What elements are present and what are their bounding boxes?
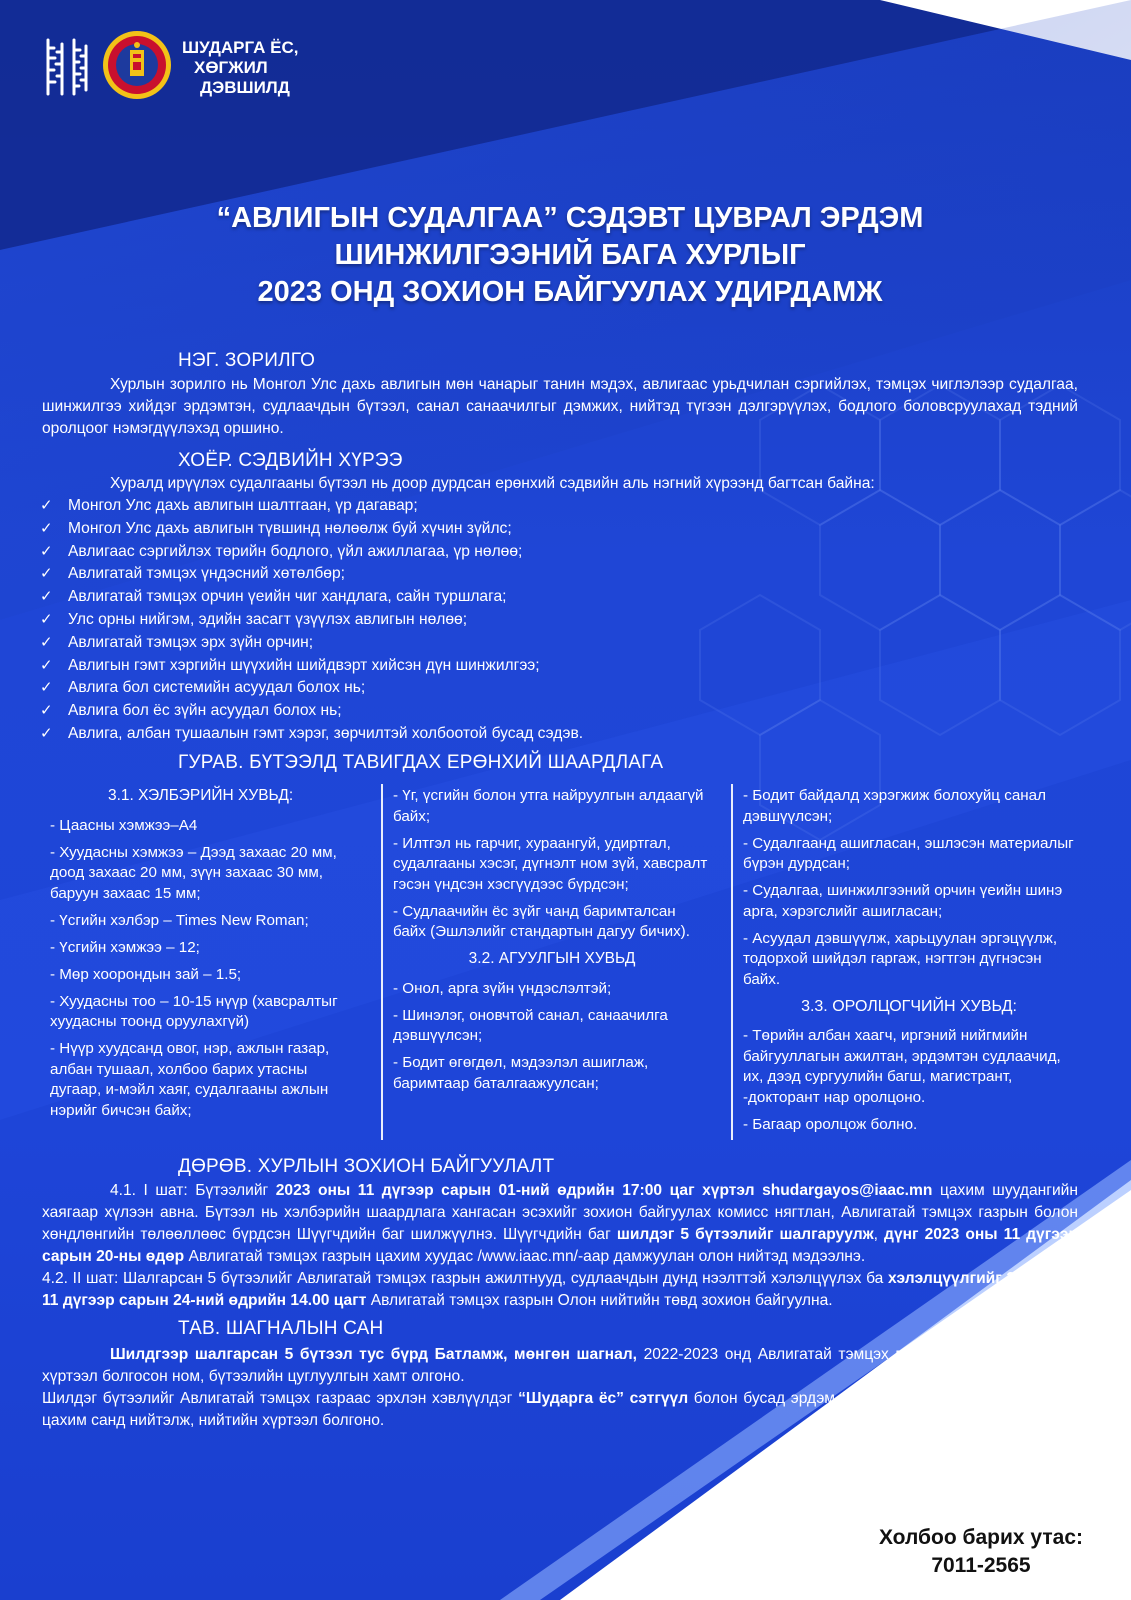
check-icon: ✓ <box>40 702 53 720</box>
list-item: - Үсгийн хэлбэр – Times New Roman; <box>50 911 309 929</box>
list-item: - Бодит байдалд хэрэгжиж болохуйц санал дэвшүүлсэн; <box>743 787 1046 825</box>
check-icon: ✓ <box>40 497 53 514</box>
column-title: 3.1. ХЭЛБЭРИЙН ХУВЬД: <box>108 787 294 804</box>
list-item: ✓ Монгол Улс дахь авлигын шалтгаан, үр дагавар; <box>40 495 1080 518</box>
section-4-step-2: 4.2. II шат: Шалгарсан 5 бүтээлийг Авлигатай тэмцэх газрын ажилтнууд, судлаачдын дунд нээлттэй хэлэлцүүлэх ба хэлэлцүүлгийг 2023 оны 11 дүгээр сарын 24-ний өдрийн 14.00 цагт Авлигатай тэмцэх газрын Олон нийтийн төвд зохион байгуулна. <box>42 1270 1079 1309</box>
list-item: ✓ Авлигын гэмт хэргийн шүүхийн шийдвэрт хийсэн дүн шинжилгээ; <box>40 655 1080 678</box>
requirements-column-content <box>393 786 711 1101</box>
list-item: - Үсгийн хэмжээ – 12; <box>50 938 200 956</box>
mongol-script-icon <box>42 36 92 98</box>
column-divider <box>381 784 383 1140</box>
list-item: - Үг, үсгийн болон утга найруулгын алдаагүй байх; <box>393 787 704 825</box>
check-icon: ✓ <box>40 519 53 537</box>
section-5-heading: ТАВ. ШАГНАЛЫН САН <box>178 1318 384 1339</box>
slogan-line: ХӨГЖИЛ <box>194 58 268 77</box>
check-icon: ✓ <box>40 565 53 583</box>
contact-label: Холбоо барих утас: <box>878 1526 1083 1549</box>
check-icon: ✓ <box>40 724 53 742</box>
section-4-heading: ДӨРӨВ. ХУРЛЫН ЗОХИОН БАЙГУУЛАЛТ <box>178 1156 555 1177</box>
contact-block <box>879 1524 1083 1580</box>
list-item: - Судлаачийн ёс зүйг чанд баримталсан байх (Эшлэлийг стандартын дагуу бичих). <box>393 902 690 940</box>
list-item: - Хуудасны хэмжээ – Дээд захаас 20 мм, доод захаас 20 мм, зүүн захаас 30 мм, баруун захаас 15 мм; <box>50 843 337 902</box>
section-1-heading: НЭГ. ЗОРИЛГО <box>178 350 316 371</box>
list-item: - Цаасны хэмжээ–А4 <box>50 816 198 834</box>
contact-phone: 7011-2565 <box>931 1554 1031 1577</box>
title-line: ШИНЖИЛГЭЭНИЙ БАГА ХУРЛЫГ <box>334 239 806 271</box>
agency-emblem-icon <box>102 30 172 100</box>
list-item: - Судалгаанд ашигласан, эшлэсэн материалыг бүрэн дурдсан; <box>743 834 1074 872</box>
list-item: - Мөр хоорондын зай – 1.5; <box>50 965 242 983</box>
check-icon: ✓ <box>40 633 53 651</box>
check-icon: ✓ <box>40 656 53 674</box>
list-item: - Онол, арга зүйн үндэслэлтэй; <box>393 979 612 997</box>
topic-list <box>40 495 1080 746</box>
section-4-step-1: 4.1. I шат: Бүтээлийг 2023 оны 11 дүгээр сарын 01-ний өдрийн 17:00 цаг хүртэл shudargayos@iaac.mn цахим шуудангийн хаягаар хүлээн авна. Бүтээл нь хэлбэрийн шаардлага хангасан эсэхийг зохион байгуулах комисс нягтлан, Авлигатай тэмцэх газрын болон хөндлөнгийн төлөөллөөс бүрдсэн Шүүгчдийн баг шилжүүлнэ. Шүүгчдийн баг шилдэг 5 бүтээлийг шалгаруулж, дүнг 2023 оны 11 дүгээр сарын 20-ны өдөр Авлигатай тэмцэх газрын цахим хуудас /www.iaac.mn/-аар дамжуулан олон нийтэд мэдээлнэ. <box>42 1182 1078 1265</box>
list-item: - Илтгэл нь гарчиг, хураангуй, удиртгал, судалгааны хэсэг, дүгнэлт ном зүй, хавсралт гэсэн үндсэн хэсгүүдээс бүрдсэн; <box>393 834 708 893</box>
check-icon: ✓ <box>40 588 53 606</box>
requirements-column-form <box>50 786 362 1128</box>
list-item: ✓ Авлигатай тэмцэх үндэсний хөтөлбөр; <box>40 563 1080 586</box>
document-title <box>120 200 1020 311</box>
list-item: - Нүүр хуудсанд овог, нэр, ажлын газар, албан тушаал, холбоо барих утасны дугаар, и-мэйл хаяг, судалгааны ажлын нэрийг бичсэн байх; <box>50 1040 330 1119</box>
list-item: - Асуудал дэвшүүлж, харьцуулан эргэцүүлж, тодорхой шийдэл гаргаж, нэгтгэн дүгнэсэн байх. <box>743 929 1058 988</box>
slogan <box>182 38 298 98</box>
list-item: ✓ Авлигаас сэргийлэх төрийн бодлого, үйл ажиллагаа, үр нөлөө; <box>40 541 1080 564</box>
section-5-publication: Шилдэг бүтээлийг Авлигатай тэмцэх газраас эрхлэн хэвлүүлдэг “Шударга ёс” сэтгүүл болон бусад эрдэм шинжилгээ, судалгааны сэтгүүл, цахим санд нийтэлж, нийтийн хүртээл болгоно. <box>42 1390 1078 1429</box>
title-line: “АВЛИГЫН СУДАЛГАА” СЭДЭВТ ЦУВРАЛ ЭРДЭМ <box>216 202 924 234</box>
requirements-column-participant <box>743 786 1075 1142</box>
list-item: - Судалгаа, шинжилгээний орчин үеийн шинэ арга, хэрэгслийг ашигласан; <box>743 882 1063 920</box>
section-2-heading: ХОЁР. СЭДВИЙН ХҮРЭЭ <box>178 450 403 471</box>
list-item: ✓ Монгол Улс дахь авлигын түвшинд нөлөөлж буй хүчин зүйлс; <box>40 518 1080 541</box>
slogan-line: ШУДАРГА ЁС, <box>182 38 299 57</box>
list-item: ✓ Авлигатай тэмцэх эрх зүйн орчин; <box>40 632 1080 655</box>
section-1-text: Хурлын зорилго нь Монгол Улс дахь авлигын мөн чанарыг танин мэдэх, авлигаас урьдчилан сэргийлэх, тэмцэх чиглэлээр судалгаа, шинжилгээ хийдэг эрдэмтэн, судлаачдын бүтээл, санал санаачилгыг дэмжих, нийтэд түгээн дэлгэрүүлэх, бодлого боловсруулахад тэдний оролцоог нэмэгдүүлэхэд оршино. <box>42 376 1078 437</box>
check-icon: ✓ <box>40 542 53 560</box>
check-icon: ✓ <box>40 679 53 697</box>
section-2-intro: Хуралд ирүүлэх судалгааны бүтээл нь доор дурдсан ерөнхий сэдвийн аль нэгний хүрээнд багтсан байна: <box>110 475 875 492</box>
list-item: ✓ Улс орны нийгэм, эдийн засагт үзүүлэх авлигын нөлөө; <box>40 609 1080 632</box>
column-title: 3.2. АГУУЛГЫН ХУВЬД <box>468 950 636 967</box>
list-item: - Бодит өгөгдөл, мэдээлэл ашиглаж, баримтаар баталгаажуулсан; <box>393 1054 649 1092</box>
header-logo-group <box>42 30 312 110</box>
check-icon: ✓ <box>40 610 53 628</box>
list-item: ✓ Авлига бол системийн асуудал болох нь; <box>40 677 1080 700</box>
list-item: - Шинэлэг, оновчтой санал, санаачилга дэвшүүлсэн; <box>393 1006 668 1044</box>
list-item: ✓ Авлига, албан тушаалын гэмт хэрэг, зөрчилтэй холбоотой бусад сэдэв. <box>40 723 1080 746</box>
column-divider <box>731 784 733 1140</box>
list-item: - Төрийн албан хаагч, иргэний нийгмийн байгууллагын ажилтан, эрдэмтэн судлаачид, их, дээд сургуулийн багш, магистрант, -докторант нар оролцоно. <box>743 1027 1061 1106</box>
section-3-heading: ГУРАВ. БҮТЭЭЛД ТАВИГДАХ ЕРӨНХИЙ ШААРДЛАГА <box>178 752 664 773</box>
column-title: 3.3. ОРОЛЦОГЧИЙН ХУВЬД: <box>801 997 1017 1015</box>
title-line: 2023 ОНД ЗОХИОН БАЙГУУЛАХ УДИРДАМЖ <box>257 276 883 308</box>
list-item: - Багаар оролцож болно. <box>743 1115 918 1133</box>
list-item: ✓ Авлигатай тэмцэх орчин үеийн чиг хандлага, сайн туршлага; <box>40 586 1080 609</box>
section-5-award: Шилдгээр шалгарсан 5 бүтээл тус бүрд Батламж, мөнгөн шагнал, 2022-2023 онд Авлигатай тэмцэх газраас хэвлэж, нийтийн хүртээл болгосон ном, бүтээлийн цуглуулгын хамт олгоно. <box>42 1346 1078 1385</box>
list-item: ✓ Авлига бол ёс зүйн асуудал болох нь; <box>40 700 1080 723</box>
list-item: - Хуудасны тоо – 10-15 нүүр (хавсралтыг хуудасны тоонд оруулахгүй) <box>50 992 338 1030</box>
slogan-line: ДЭВШИЛД <box>200 78 290 97</box>
